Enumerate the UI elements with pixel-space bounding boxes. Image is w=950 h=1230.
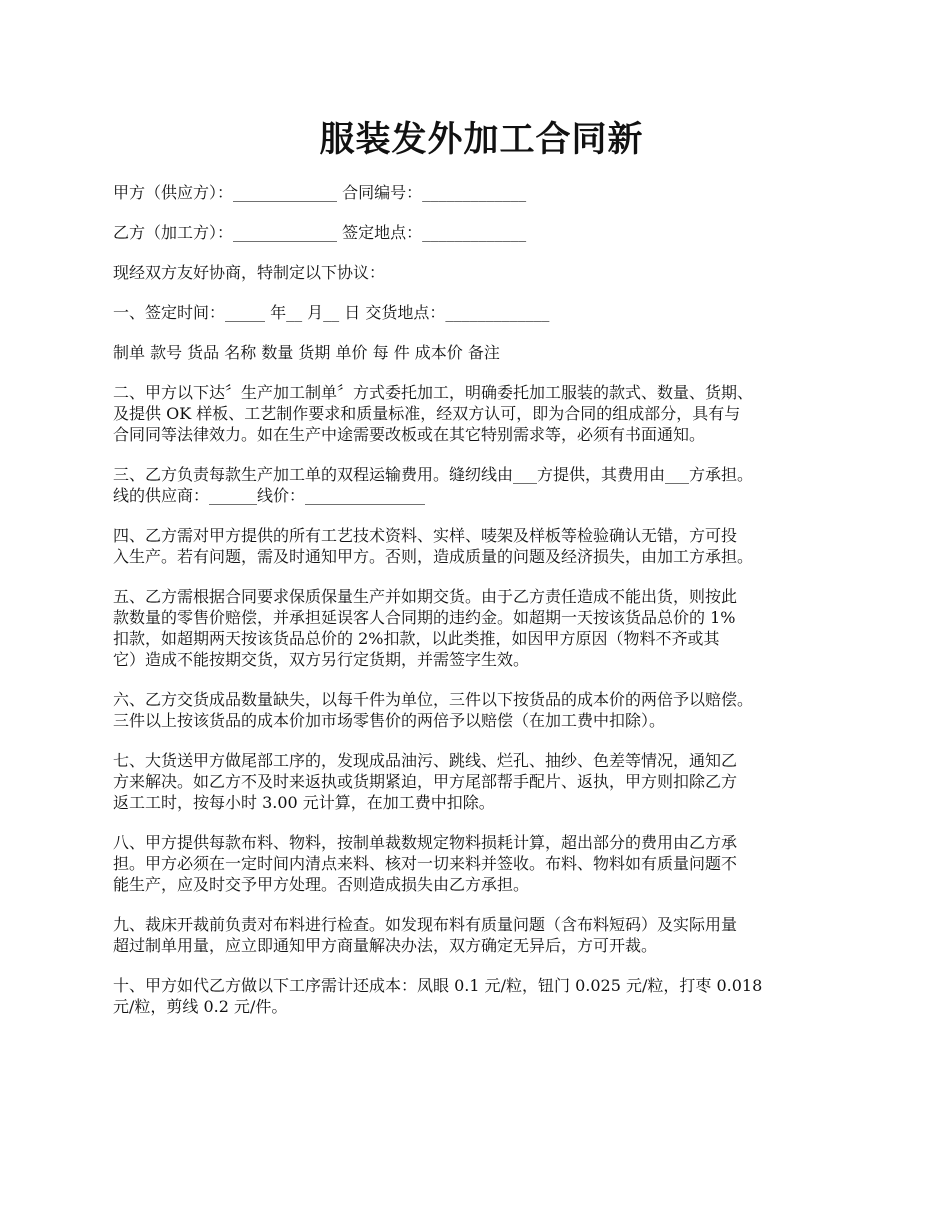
contract-paragraph — [113, 975, 850, 1017]
paragraph-line: 及提供 OK 样板、工艺制作要求和质量标准，经双方认可，即为合同的组成部分，具有与 — [113, 404, 741, 423]
paragraph-line: 三、乙方负责每款生产加工单的双程运输费用。缝纫线由___方提供，其费用由___方承担。 — [113, 465, 754, 484]
contract-paragraph — [113, 302, 850, 323]
paragraph-line: 一、签定时间：_____ 年__ 月__ 日 交货地点：_____________ — [113, 303, 550, 322]
paragraph-line: 十、甲方如代乙方做以下工序需计还成本：凤眼 0.1 元/粒，钮门 0.025 元/粒，打枣 0.018 — [113, 976, 763, 995]
paragraph-line: 合同同等法律效力。如在生产中途需要改板或在其它特别需求等，必须有书面通知。 — [113, 425, 706, 444]
contract-paragraph — [113, 832, 850, 895]
paragraph-line: 三件以上按该货品的成本价加市场零售价的两倍予以赔偿（在加工费中扣除）。 — [113, 711, 666, 730]
paragraph-line: 甲方（供应方）：_____________ 合同编号：_____________ — [113, 183, 527, 202]
document-title: 服装发外加工合同新 — [319, 119, 644, 160]
paragraph-line: 款数量的零售价赔偿，并承担延误客人合同期的违约金。如超期一天按该货品总价的 1% — [113, 608, 736, 627]
paragraph-line: 入生产。若有问题，需及时通知甲方。否则，造成质量的问题及经济损失，由加工方承担。 — [113, 547, 754, 566]
paragraph-line: 五、乙方需根据合同要求保质保量生产并如期交货。由于乙方责任造成不能出货，则按此 — [113, 587, 738, 606]
contract-paragraph — [113, 464, 850, 506]
paragraph-line: 二、甲方以下达〞生产加工制单〞方式委托加工，明确委托加工服装的款式、数量、货期、 — [113, 383, 754, 402]
paragraph-line: 超过制单用量，应立即通知甲方商量解决办法，双方确定无异后，方可开裁。 — [113, 936, 658, 955]
contract-paragraph — [113, 914, 850, 956]
paragraph-line: 方来解决。如乙方不及时来返执或货期紧迫，甲方尾部帮手配片、返执，甲方则扣除乙方 — [113, 772, 738, 791]
paragraph-line: 七、大货送甲方做尾部工序的，发现成品油污、跳线、烂孔、抽纱、色差等情况，通知乙 — [113, 751, 738, 770]
paragraph-line: 线的供应商：______线价：_______________ — [113, 486, 426, 505]
contract-paragraph — [113, 382, 850, 445]
paragraph-line: 担。甲方必须在一定时间内清点来料、核对一切来料并签收。布料、物料如有质量问题不 — [113, 854, 738, 873]
paragraph-line: 四、乙方需对甲方提供的所有工艺技术资料、实样、唛架及样板等检验确认无错，方可投 — [113, 526, 738, 545]
contract-paragraph — [113, 342, 850, 363]
document-body — [113, 182, 850, 1017]
paragraph-line: 九、裁床开裁前负责对布料进行检查。如发现布料有质量问题（含布料短码）及实际用量 — [113, 915, 738, 934]
paragraph-line: 返工工时，按每小时 3.00 元计算，在加工费中扣除。 — [113, 793, 495, 812]
contract-paragraph — [113, 689, 850, 731]
paragraph-line: 它）造成不能按期交货，双方另行定货期，并需签字生效。 — [113, 650, 530, 669]
contract-paragraph — [113, 586, 850, 670]
contract-paragraph — [113, 525, 850, 567]
paragraph-line: 乙方（加工方）：_____________ 签定地点：_____________ — [113, 223, 527, 242]
contract-paragraph — [113, 222, 850, 243]
paragraph-line: 扣款，如超期两天按该货品总价的 2%扣款，以此类推，如因甲方原因（物料不齐或其 — [113, 629, 720, 648]
contract-paragraph — [113, 182, 850, 203]
paragraph-line: 六、乙方交货成品数量缺失，以每千件为单位，三件以下按货品的成本价的两倍予以赔偿。 — [113, 690, 754, 709]
contract-paragraph — [113, 262, 850, 283]
paragraph-line: 制单 款号 货品 名称 数量 货期 单价 每 件 成本价 备注 — [113, 343, 500, 362]
contract-paragraph — [113, 750, 850, 813]
paragraph-line: 现经双方友好协商，特制定以下协议： — [113, 263, 386, 282]
paragraph-line: 能生产，应及时交予甲方处理。否则造成损失由乙方承担。 — [113, 875, 530, 894]
paragraph-line: 八、甲方提供每款布料、物料，按制单裁数规定物料损耗计算，超出部分的费用由乙方承 — [113, 833, 738, 852]
paragraph-line: 元/粒，剪线 0.2 元/件。 — [113, 997, 288, 1016]
